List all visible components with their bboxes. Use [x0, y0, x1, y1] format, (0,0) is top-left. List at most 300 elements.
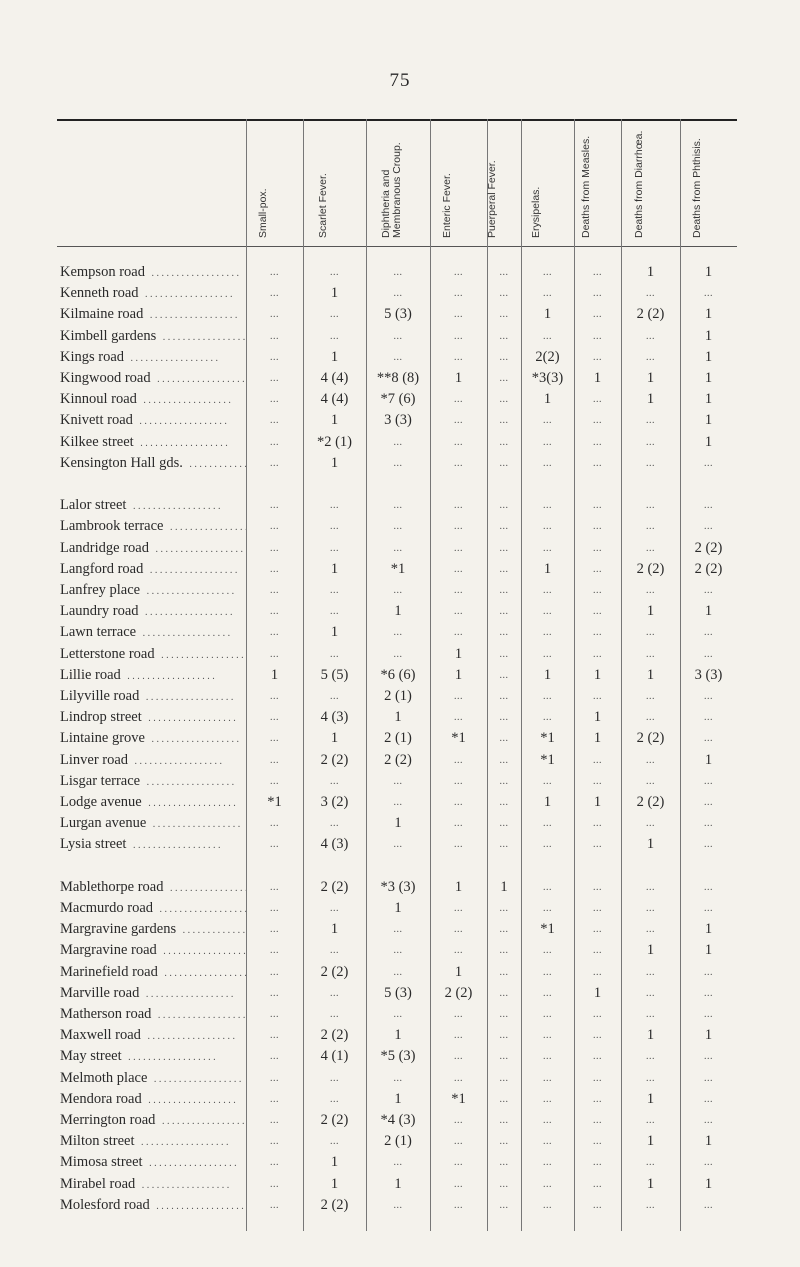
street-name: Kingwood road . . .	[60, 368, 246, 390]
table-cell: ...	[646, 1009, 655, 1020]
table-cell: ...	[704, 288, 713, 300]
table-cell: ...	[499, 436, 509, 448]
street-name: Kinnoul road . . .	[60, 389, 246, 411]
table-cell: ...	[270, 415, 279, 427]
table-cell: ...	[499, 1051, 509, 1063]
table-cell: ...	[593, 775, 602, 787]
table-cell: ...	[499, 330, 509, 342]
table-cell: ...	[393, 924, 403, 936]
table-cell: ...	[543, 1157, 552, 1169]
table-cell: ...	[393, 1199, 403, 1211]
table-row	[0, 283, 800, 304]
table-cell: 1	[543, 391, 552, 408]
table-cell: ...	[454, 1072, 463, 1084]
table-cell: ...	[393, 1072, 403, 1084]
table-cell: 1	[543, 794, 552, 810]
table-cell: 1	[704, 1133, 713, 1150]
table-cell: 1	[394, 1027, 402, 1044]
table-cell: ...	[646, 924, 655, 936]
table-cell: 1	[704, 264, 713, 280]
table-cell: ...	[330, 818, 339, 830]
table-row	[0, 750, 800, 771]
table-cell: ...	[593, 330, 602, 342]
table-cell: ...	[330, 945, 339, 957]
street-name: Lalor street . . .	[60, 495, 246, 517]
table-cell: 1	[543, 666, 552, 683]
table-cell: ...	[270, 1178, 279, 1190]
table-cell: ...	[593, 754, 602, 766]
table-cell: ...	[646, 881, 655, 893]
table-row	[0, 707, 800, 728]
table-cell: ...	[543, 1009, 552, 1020]
table-cell: 1	[454, 370, 463, 386]
table-cell: ...	[330, 775, 339, 787]
street-name: Molesford road . . .	[60, 1195, 246, 1217]
table-cell: ...	[593, 1072, 602, 1084]
table-cell: ...	[499, 627, 509, 639]
table-cell: 3 (3)	[694, 666, 723, 683]
table-cell: ...	[646, 500, 655, 512]
table-cell: *3(3)	[531, 370, 564, 386]
table-cell: ...	[270, 585, 279, 596]
table-cell: ...	[499, 648, 509, 660]
table-cell: ...	[270, 1157, 279, 1169]
table-cell: ...	[646, 987, 655, 999]
table-row	[0, 813, 800, 834]
table-cell: 1	[704, 306, 713, 323]
table-cell: ...	[393, 542, 403, 554]
table-cell: ...	[330, 267, 339, 278]
table-cell: ...	[454, 1009, 463, 1020]
table-cell: 1	[646, 264, 655, 280]
table-cell: ...	[330, 542, 339, 554]
table-cell: ...	[543, 1199, 552, 1211]
table-cell: ...	[704, 733, 713, 745]
table-cell: ...	[499, 457, 509, 469]
table-cell: ...	[543, 945, 552, 957]
table-cell: 2 (2)	[320, 751, 349, 768]
table-cell: ...	[704, 648, 713, 660]
table-cell: 1	[704, 412, 713, 429]
table-cell: ...	[499, 1199, 509, 1211]
street-name: Lilyville road . . .	[60, 686, 246, 708]
street-name: Mirabel road . . .	[60, 1174, 246, 1196]
table-row	[0, 919, 800, 940]
table-cell: 1	[646, 1090, 655, 1107]
table-cell: ...	[499, 585, 509, 596]
table-cell: ...	[646, 903, 655, 914]
table-cell: ...	[543, 542, 552, 554]
table-cell: 1	[543, 306, 552, 323]
table-cell: *2 (1)	[316, 433, 353, 450]
table-cell: ...	[499, 267, 509, 278]
table-cell: 1	[454, 878, 463, 895]
column-header: Deaths from Measles.	[579, 135, 592, 238]
table-row	[0, 622, 800, 643]
table-cell: ...	[393, 330, 403, 342]
table-cell: ...	[330, 330, 339, 342]
table-cell: ...	[499, 1157, 509, 1169]
table-cell: 1	[704, 921, 713, 938]
table-cell: ...	[593, 585, 602, 596]
table-cell: ...	[593, 1178, 602, 1190]
table-cell: 1	[704, 433, 713, 450]
table-cell: 2 (2)	[384, 751, 412, 768]
table-cell: ...	[704, 839, 713, 851]
table-cell: ...	[499, 606, 509, 618]
table-cell: 1	[646, 942, 655, 959]
table-cell: ...	[270, 1136, 279, 1148]
table-cell: ...	[499, 775, 509, 787]
table-row	[0, 347, 800, 368]
table-cell: ...	[454, 797, 463, 808]
table-cell: ...	[543, 775, 552, 787]
table-cell: ...	[543, 1030, 552, 1042]
table-cell: *1	[451, 730, 466, 747]
table-cell: ...	[593, 818, 602, 830]
table-cell: ...	[270, 542, 279, 554]
column-header: Enteric Fever.	[440, 173, 453, 238]
table-cell: ...	[454, 351, 463, 363]
table-cell: 2 (1)	[384, 1133, 412, 1150]
street-name: Lawn terrace . . .	[60, 622, 246, 644]
street-name: Kensington Hall gds. . . .	[60, 453, 246, 475]
table-cell: ...	[454, 1178, 463, 1190]
table-cell: ...	[499, 542, 509, 554]
table-cell: ...	[704, 521, 713, 533]
table-cell: ...	[330, 903, 339, 914]
table-row	[0, 665, 800, 686]
column-header: Diphtheria and Membranous Croup.	[380, 142, 403, 238]
table-cell: ...	[270, 924, 279, 936]
table-cell: ...	[704, 691, 713, 702]
table-row	[0, 1046, 800, 1067]
table-cell: 1	[704, 1175, 713, 1192]
table-cell: 1	[593, 730, 602, 747]
table-row	[0, 1004, 800, 1025]
street-name: Linver road . . .	[60, 750, 246, 772]
table-cell: ...	[593, 627, 602, 639]
table-cell: 1	[593, 794, 602, 810]
street-name: Marville road . . .	[60, 983, 246, 1005]
table-cell: ...	[330, 1136, 339, 1148]
spacer-row	[0, 474, 800, 495]
table-cell: ...	[593, 1115, 602, 1126]
table-cell: 5 (3)	[384, 984, 412, 1001]
table-cell: ...	[646, 542, 655, 554]
table-cell: 1	[704, 751, 713, 768]
table-cell: ...	[499, 945, 509, 957]
table-cell: 1	[646, 603, 655, 620]
table-cell: ...	[646, 1199, 655, 1211]
table-cell: ...	[646, 1157, 655, 1169]
table-cell: ...	[646, 585, 655, 596]
table-cell: ...	[499, 1136, 509, 1148]
table-cell: ...	[454, 839, 463, 851]
column-header: Small-pox.	[256, 188, 269, 238]
table-row	[0, 898, 800, 919]
table-cell: ...	[593, 457, 602, 469]
table-cell: ...	[499, 521, 509, 533]
table-cell: ...	[543, 1051, 552, 1063]
table-cell: ...	[543, 648, 552, 660]
table-cell: ...	[543, 987, 552, 999]
table-cell: ...	[593, 288, 602, 300]
table-cell: 3 (2)	[320, 794, 349, 810]
table-cell: ...	[704, 1199, 713, 1211]
table-cell: ...	[454, 521, 463, 533]
table-cell: ...	[270, 394, 279, 406]
table-cell: ...	[270, 500, 279, 512]
table-cell: 1	[394, 1090, 402, 1107]
table-cell: ...	[270, 881, 279, 893]
table-cell: ...	[593, 415, 602, 427]
table-cell: 1	[394, 815, 402, 832]
table-row	[0, 983, 800, 1004]
table-cell: 1	[330, 921, 339, 938]
table-cell: *6 (6)	[380, 666, 416, 683]
table-cell: ...	[270, 945, 279, 957]
table-cell: ...	[593, 436, 602, 448]
table-row	[0, 962, 800, 983]
table-cell: ...	[393, 839, 403, 851]
table-cell: ...	[543, 903, 552, 914]
table-cell: ...	[593, 1009, 602, 1020]
table-cell: ...	[270, 775, 279, 787]
table-cell: ...	[454, 542, 463, 554]
table-cell: ...	[543, 436, 552, 448]
table-row	[0, 834, 800, 855]
table-cell: 1	[646, 1133, 655, 1150]
table-cell: 1	[330, 560, 339, 577]
table-cell: ...	[704, 585, 713, 596]
table-cell: ...	[499, 818, 509, 830]
table-cell: 2(2)	[535, 348, 560, 365]
table-row	[0, 1068, 800, 1089]
table-cell: ...	[646, 1115, 655, 1126]
table-cell: ...	[454, 754, 463, 766]
table-cell: ...	[704, 775, 713, 787]
table-cell: ...	[499, 797, 509, 808]
table-cell: ...	[454, 288, 463, 300]
table-row	[0, 538, 800, 559]
table-cell: ...	[454, 436, 463, 448]
table-cell: 2 (2)	[636, 794, 665, 810]
table-cell: ...	[593, 691, 602, 702]
table-cell: 2 (2)	[444, 984, 473, 1001]
street-name: Lintaine grove . . .	[60, 728, 246, 750]
street-name: Matherson road . . .	[60, 1004, 246, 1026]
table-row	[0, 940, 800, 961]
column-header: Deaths from Phthisis.	[690, 138, 703, 238]
table-row	[0, 389, 800, 410]
table-cell: ...	[270, 373, 279, 384]
street-name: Kings road . . .	[60, 347, 246, 369]
street-name: Lillie road . . .	[60, 665, 246, 687]
table-cell: ...	[593, 351, 602, 363]
table-cell: 1	[330, 1175, 339, 1192]
table-cell: 2 (2)	[320, 1196, 349, 1213]
table-cell: ...	[499, 839, 509, 851]
table-cell: ...	[330, 521, 339, 533]
table-cell: ...	[330, 585, 339, 596]
table-cell: ...	[543, 627, 552, 639]
table-cell: 1	[330, 454, 339, 471]
table-cell: 1	[270, 666, 279, 683]
table-cell: 5 (5)	[320, 666, 349, 683]
table-cell: ...	[704, 712, 713, 724]
table-cell: ...	[499, 415, 509, 427]
table-cell: ...	[454, 627, 463, 639]
table-cell: ...	[704, 627, 713, 639]
table-cell: 2 (2)	[636, 560, 665, 577]
street-name: Kimbell gardens . . .	[60, 326, 246, 348]
table-cell: ...	[454, 1199, 463, 1211]
table-cell: 4 (1)	[320, 1048, 349, 1065]
table-cell: *1	[540, 751, 555, 768]
column-header: Deaths from Diarrhœa.	[632, 130, 645, 238]
table-cell: ...	[646, 818, 655, 830]
table-cell: ...	[543, 415, 552, 427]
table-row	[0, 580, 800, 601]
header-rule	[57, 246, 737, 247]
table-cell: ...	[454, 415, 463, 427]
table-cell: 1	[330, 624, 339, 641]
table-row	[0, 1025, 800, 1046]
table-cell: *1	[540, 730, 555, 747]
street-name: Marinefield road . . .	[60, 962, 246, 984]
table-cell: ...	[499, 1115, 509, 1126]
street-name: Margravine road . . .	[60, 940, 246, 962]
table-cell: ...	[270, 648, 279, 660]
table-row	[0, 453, 800, 474]
table-cell: ...	[393, 797, 403, 808]
table-cell: ...	[704, 1009, 713, 1020]
table-cell: ...	[646, 415, 655, 427]
table-cell: ...	[593, 839, 602, 851]
column-header: Scarlet Fever.	[316, 173, 329, 238]
table-cell: 2 (1)	[384, 730, 412, 747]
table-cell: ...	[499, 288, 509, 300]
table-cell: ...	[270, 754, 279, 766]
table-cell: ...	[270, 606, 279, 618]
table-cell: ...	[330, 691, 339, 702]
table-cell: ...	[499, 924, 509, 936]
table-cell: ...	[270, 1199, 279, 1211]
table-cell: ...	[454, 267, 463, 278]
table-cell: ...	[393, 436, 403, 448]
table-row	[0, 516, 800, 537]
table-cell: ...	[593, 924, 602, 936]
table-cell: ...	[704, 500, 713, 512]
table-cell: ...	[270, 987, 279, 999]
table-cell: 1	[330, 1154, 339, 1171]
table-cell: 1	[646, 1175, 655, 1192]
table-cell: 1	[330, 412, 339, 429]
street-name: Lysia street . . .	[60, 834, 246, 856]
table-cell: **8 (8)	[376, 370, 420, 386]
table-cell: ...	[543, 267, 552, 278]
table-cell: ...	[543, 500, 552, 512]
table-cell: ...	[454, 924, 463, 936]
street-name: Mendora road . . .	[60, 1089, 246, 1111]
table-cell: ...	[543, 839, 552, 851]
table-cell: ...	[270, 966, 279, 978]
table-cell: ...	[270, 903, 279, 914]
table-cell: ...	[393, 966, 403, 978]
street-name: Mablethorpe road . . .	[60, 877, 246, 899]
street-name: Landridge road . . .	[60, 538, 246, 560]
table-cell: ...	[454, 500, 463, 512]
table-cell: 2 (2)	[320, 1112, 349, 1128]
table-row	[0, 410, 800, 431]
table-cell: ...	[454, 712, 463, 724]
table-cell: ...	[646, 775, 655, 787]
table-cell: ...	[454, 945, 463, 957]
table-cell: 1	[593, 370, 602, 386]
table-row	[0, 1089, 800, 1110]
table-row	[0, 601, 800, 622]
table-cell: ...	[593, 903, 602, 914]
table-cell: ...	[593, 542, 602, 554]
table-cell: ...	[454, 1051, 463, 1063]
table-row	[0, 368, 800, 389]
table-row	[0, 686, 800, 707]
table-cell: ...	[330, 1072, 339, 1084]
table-cell: ...	[270, 309, 279, 321]
table-cell: ...	[270, 457, 279, 469]
table-row	[0, 1195, 800, 1216]
street-name: Lanfrey place . . .	[60, 580, 246, 602]
table-cell: ...	[543, 712, 552, 724]
table-row	[0, 644, 800, 665]
table-cell: ...	[454, 330, 463, 342]
table-cell: ...	[704, 1115, 713, 1126]
table-cell: ...	[646, 1072, 655, 1084]
table-cell: ...	[543, 691, 552, 702]
table-cell: 1	[704, 603, 713, 620]
table-cell: ...	[330, 987, 339, 999]
column-header: Erysipelas.	[529, 186, 542, 238]
table-cell: 1	[646, 666, 655, 683]
table-cell: ...	[543, 1115, 552, 1126]
table-cell: ...	[454, 903, 463, 914]
table-cell: ...	[330, 1093, 339, 1105]
table-cell: ...	[270, 521, 279, 533]
street-name: Lindrop street . . .	[60, 707, 246, 729]
table-cell: 1	[394, 603, 402, 620]
table-cell: *4 (3)	[380, 1112, 416, 1128]
table-cell: ...	[543, 1093, 552, 1105]
table-cell: 1	[593, 666, 602, 683]
street-name: Mimosa street . . .	[60, 1152, 246, 1174]
table-cell: ...	[393, 288, 403, 300]
table-row	[0, 877, 800, 898]
table-cell: 1	[454, 666, 463, 683]
street-name: Milton street . . .	[60, 1131, 246, 1153]
table-row	[0, 1152, 800, 1173]
table-cell: ...	[646, 351, 655, 363]
table-cell: ...	[543, 1178, 552, 1190]
table-cell: ...	[499, 691, 509, 702]
table-cell: ...	[393, 775, 403, 787]
table-row	[0, 1174, 800, 1195]
table-cell: 1	[454, 963, 463, 980]
table-cell: ...	[454, 309, 463, 321]
table-cell: ...	[593, 394, 602, 406]
street-name: Lambrook terrace . . .	[60, 516, 246, 538]
table-cell: ...	[543, 288, 552, 300]
